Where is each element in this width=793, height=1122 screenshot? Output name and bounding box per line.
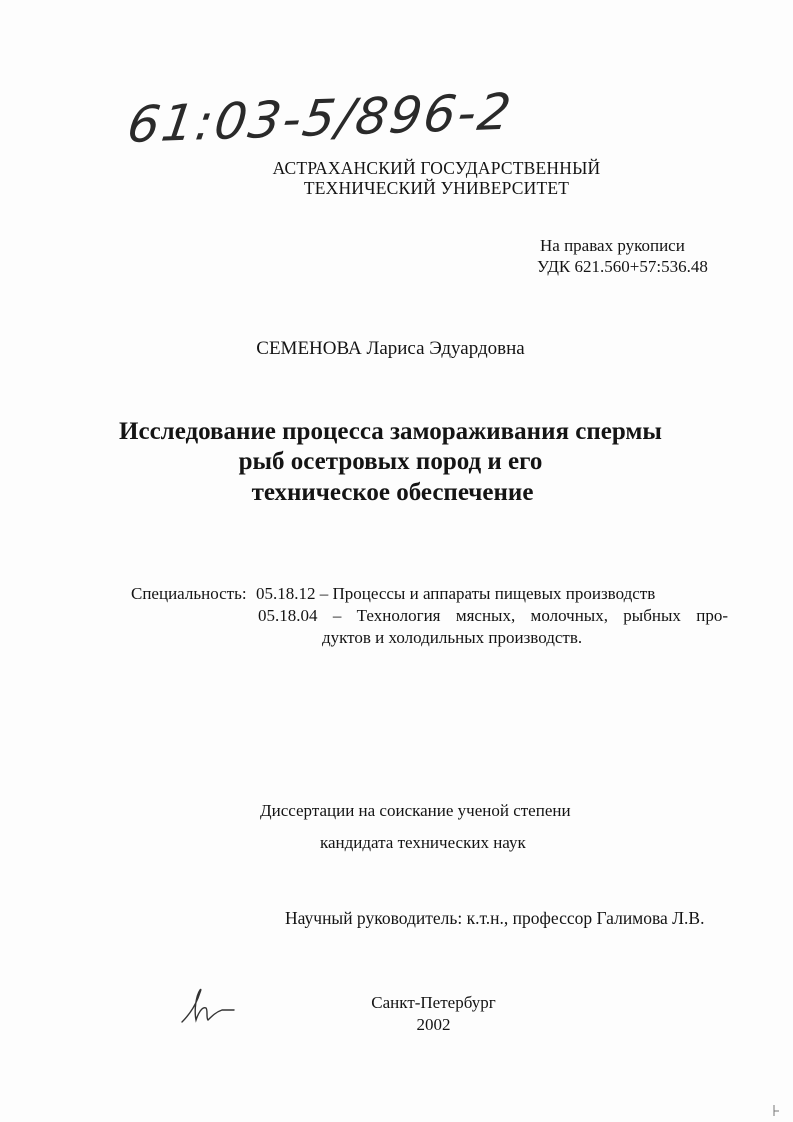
author-name: СЕМЕНОВА Лариса Эдуардовна — [256, 338, 525, 359]
university-name-line2: ТЕХНИЧЕСКИЙ УНИВЕРСИТЕТ — [303, 178, 570, 198]
title-line1: Исследование процесса замораживания спермы — [119, 418, 662, 445]
udk-code: УДК 621.560+57:536.48 — [537, 257, 708, 276]
scientific-advisor: Научный руководитель: к.т.н., профессор Галимова Л.В. — [285, 908, 705, 928]
scan-mark-icon — [771, 1104, 781, 1118]
specialty-label: Специальность: — [131, 584, 247, 603]
specialty-item2-continuation: дуктов и холодильных производств. — [322, 628, 583, 647]
title-line2: рыб осетровых пород и его — [238, 448, 543, 475]
specialty-item2: 05.18.04 – Технология мясных, молочных, рыбных про- — [258, 606, 728, 625]
dissertation-line1: Диссертации на соискание ученой степени — [260, 801, 571, 820]
city: Санкт-Петербург — [371, 993, 496, 1012]
title-line3: техническое обеспечение — [251, 479, 534, 506]
university-name-line1: АСТРАХАНСКИЙ ГОСУДАРСТВЕННЫЙ — [272, 158, 601, 178]
dissertation-line2: кандидата технических наук — [320, 833, 526, 852]
manuscript-rights: На правах рукописи — [540, 236, 685, 255]
year: 2002 — [416, 1015, 451, 1034]
specialty-item1: 05.18.12 – Процессы и аппараты пищевых производств — [256, 584, 656, 603]
handwritten-catalog-number: 61:03-5/896-2 — [123, 82, 517, 154]
